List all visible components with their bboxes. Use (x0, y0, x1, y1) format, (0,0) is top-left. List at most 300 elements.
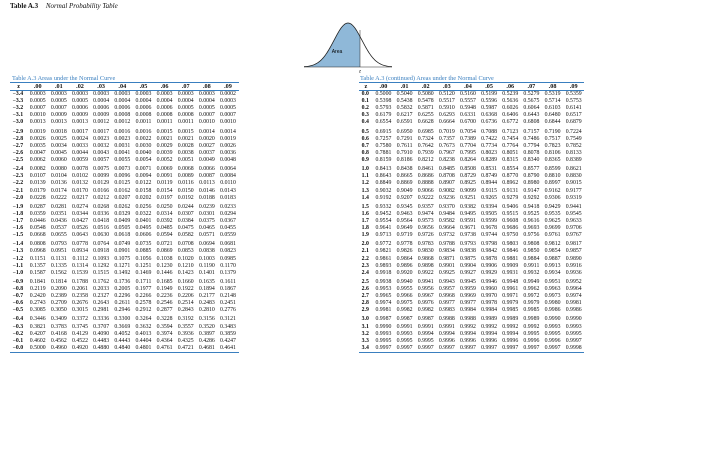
probability-cell: 0.9664 (438, 225, 455, 232)
z-value: 2.9 (361, 307, 369, 314)
probability-cell: 0.6844 (544, 119, 561, 126)
table-row (359, 173, 584, 180)
probability-cell: 0.5517 (438, 98, 455, 105)
probability-cell: 0.0409 (114, 217, 131, 224)
z-value: −0.0 (10, 345, 27, 353)
probability-cell: 0.0007 (198, 112, 215, 119)
probability-cell: 0.0015 (177, 128, 194, 135)
probability-cell: 0.0012 (114, 119, 131, 126)
probability-cell: 0.0005 (220, 105, 236, 112)
probability-cell: 0.0009 (93, 112, 110, 119)
table-row (10, 143, 239, 150)
probability-cell: 0.4602 (29, 337, 46, 344)
table-row (359, 119, 584, 126)
probability-cell: 0.9984 (481, 307, 498, 314)
probability-cell: 0.9857 (565, 248, 582, 255)
probability-cell: 0.5675 (523, 98, 540, 105)
probability-cell: 0.5199 (481, 91, 498, 98)
probability-cell: 0.2578 (135, 300, 152, 307)
z-value: −2.0 (12, 194, 24, 201)
probability-cell: 0.0244 (177, 203, 194, 210)
probability-cell: 0.9441 (565, 203, 582, 210)
probability-cell: 0.0021 (177, 135, 194, 142)
probability-cell: 0.0125 (114, 180, 131, 187)
table-row (359, 307, 584, 314)
z-value: 0.8 (361, 149, 369, 156)
probability-cell: 0.9599 (481, 217, 498, 224)
probability-cell: 0.9861 (375, 255, 392, 262)
probability-cell: 0.0068 (177, 166, 194, 173)
probability-cell: 0.5793 (375, 105, 392, 112)
probability-cell: 0.2206 (177, 293, 194, 300)
probability-cell: 0.2643 (93, 300, 110, 307)
probability-cell: 0.0013 (72, 119, 88, 126)
probability-cell: 0.9633 (565, 217, 582, 224)
table-row (359, 195, 584, 202)
probability-cell: 0.0004 (198, 98, 215, 105)
probability-cell: 0.0217 (72, 194, 88, 201)
probability-cell: 0.2005 (114, 286, 131, 292)
probability-cell: 0.9922 (417, 269, 434, 276)
probability-cell: 0.4681 (196, 345, 217, 353)
probability-cell: 0.0016 (114, 128, 131, 135)
probability-cell: 0.9951 (544, 278, 561, 285)
probability-cell: 0.1292 (93, 262, 110, 269)
probability-cell: 0.9066 (417, 187, 434, 194)
probability-cell: 0.5120 (438, 91, 455, 98)
probability-cell: 0.9995 (396, 337, 413, 344)
probability-cell: 0.0052 (156, 157, 173, 164)
column-header: .08 (196, 83, 217, 91)
probability-cell: 0.9987 (375, 316, 392, 323)
probability-cell: 0.9989 (502, 316, 519, 323)
probability-cell: 0.3264 (135, 316, 152, 323)
probability-cell: 0.0436 (50, 217, 67, 224)
probability-cell: 0.1210 (177, 262, 194, 269)
z-value: −0.1 (12, 337, 24, 344)
probability-cell: 0.2090 (50, 286, 67, 292)
z-value: −2.1 (12, 187, 24, 194)
probability-cell: 0.9986 (565, 307, 582, 314)
table-row (359, 300, 584, 307)
probability-cell: 0.1151 (29, 255, 46, 262)
probability-cell: 0.9911 (523, 262, 540, 269)
probability-cell: 0.0139 (29, 180, 46, 187)
z-value: 1.1 (361, 173, 369, 180)
probability-cell: 0.6293 (438, 112, 455, 119)
probability-cell: 0.7088 (481, 128, 498, 135)
probability-cell: 0.6141 (565, 105, 582, 112)
probability-cell: 0.0094 (135, 173, 152, 180)
probability-cell: 0.0985 (220, 255, 236, 262)
probability-cell: 0.0329 (114, 210, 131, 217)
probability-cell: 0.0228 (29, 194, 46, 201)
probability-cell: 0.5753 (565, 98, 582, 105)
probability-cell: 0.1611 (220, 278, 236, 285)
probability-cell: 0.0004 (177, 98, 194, 105)
probability-cell: 0.0069 (156, 166, 173, 173)
table-row (359, 202, 584, 211)
probability-cell: 0.9997 (436, 345, 457, 353)
probability-cell: 0.0239 (198, 203, 215, 210)
probability-cell: 0.0006 (114, 105, 131, 112)
probability-cell: 0.9955 (396, 286, 413, 292)
probability-cell: 0.9981 (375, 307, 392, 314)
probability-cell: 0.0015 (156, 128, 173, 135)
probability-cell: 0.1112 (72, 255, 88, 262)
probability-cell: 0.0026 (220, 142, 236, 149)
probability-cell: 0.0455 (220, 225, 236, 232)
z-value: 1.0 (361, 166, 369, 173)
probability-cell: 0.5987 (481, 105, 498, 112)
probability-cell: 0.2266 (135, 293, 152, 300)
column-header: .06 (154, 83, 175, 91)
table-row (359, 286, 584, 293)
probability-cell: 0.9987 (396, 316, 413, 323)
probability-cell: 0.0110 (220, 180, 236, 187)
probability-cell: 0.6443 (523, 112, 540, 119)
probability-cell: 0.0035 (29, 142, 46, 149)
right-normal-table (359, 82, 584, 353)
probability-cell: 0.2061 (72, 286, 88, 292)
probability-cell: 0.5714 (544, 98, 561, 105)
z-column-header: z (10, 83, 27, 91)
probability-cell: 0.7454 (502, 135, 519, 142)
probability-cell: 0.0028 (177, 142, 194, 149)
probability-cell: 0.9207 (396, 194, 413, 201)
probability-cell: 0.6736 (481, 119, 498, 126)
probability-cell: 0.0749 (114, 241, 131, 248)
probability-cell: 0.8869 (396, 180, 413, 187)
probability-cell: 0.9946 (481, 278, 498, 285)
table-row (10, 98, 239, 105)
probability-cell: 0.0475 (177, 225, 194, 232)
z-value: −1.0 (12, 269, 24, 276)
probability-cell: 0.2611 (114, 300, 131, 307)
probability-cell: 0.9959 (460, 286, 476, 292)
probability-cell: 0.2296 (114, 293, 131, 300)
table-row (359, 232, 584, 239)
probability-cell: 0.1093 (93, 255, 110, 262)
probability-cell: 0.0764 (93, 241, 110, 248)
probability-cell: 0.9995 (375, 337, 392, 344)
probability-cell: 0.0188 (198, 194, 215, 201)
probability-cell: 0.2776 (220, 307, 236, 314)
probability-cell: 0.9382 (460, 203, 476, 210)
probability-cell: 0.0287 (29, 203, 46, 210)
probability-cell: 0.9916 (565, 262, 582, 269)
probability-cell: 0.0010 (220, 119, 236, 126)
probability-cell: 0.9996 (544, 337, 561, 344)
probability-cell: 0.8159 (375, 157, 392, 164)
table-row (10, 307, 239, 314)
probability-cell: 0.0571 (198, 232, 215, 239)
probability-cell: 0.5279 (523, 91, 540, 98)
z-value: 0.7 (361, 142, 369, 149)
column-header: .02 (69, 83, 90, 91)
probability-cell: 0.3669 (114, 323, 131, 330)
z-value: 0.0 (361, 91, 369, 98)
table-row (10, 248, 239, 255)
probability-cell: 0.3121 (220, 316, 236, 323)
probability-cell: 0.0918 (93, 248, 110, 255)
probability-cell: 0.7486 (523, 135, 540, 142)
probability-cell: 0.4761 (154, 345, 175, 353)
z-value: 1.8 (361, 225, 369, 232)
probability-cell: 0.0007 (29, 105, 46, 112)
probability-cell: 0.9977 (460, 300, 476, 307)
probability-cell: 0.0823 (220, 248, 236, 255)
probability-cell: 0.0004 (135, 98, 152, 105)
probability-cell: 0.0207 (114, 194, 131, 201)
probability-cell: 0.0005 (72, 98, 88, 105)
probability-cell: 0.0020 (198, 135, 215, 142)
probability-cell: 0.4247 (220, 337, 236, 344)
table-row (359, 91, 584, 99)
z-value: −2.2 (12, 180, 24, 187)
probability-cell: 0.3707 (93, 323, 110, 330)
probability-cell: 0.9901 (438, 262, 455, 269)
probability-cell: 0.1562 (50, 269, 67, 276)
probability-cell: 0.9099 (460, 187, 476, 194)
table-row (10, 314, 239, 323)
probability-cell: 0.9793 (460, 241, 476, 248)
probability-cell: 0.1977 (135, 286, 152, 292)
probability-cell: 0.0049 (198, 157, 215, 164)
probability-cell: 0.9394 (481, 203, 498, 210)
probability-cell: 0.7734 (481, 142, 498, 149)
z-value: 0.4 (361, 119, 369, 126)
probability-cell: 0.0008 (135, 112, 152, 119)
probability-cell: 0.9474 (417, 210, 434, 217)
probability-cell: 0.4880 (91, 345, 112, 353)
z-value: −0.3 (12, 323, 24, 330)
probability-cell: 0.0055 (114, 157, 131, 164)
z-value: 0.5 (361, 128, 369, 135)
probability-cell: 0.9838 (460, 248, 476, 255)
probability-cell: 0.3446 (29, 316, 46, 323)
table-row (10, 293, 239, 300)
probability-cell: 0.3821 (29, 323, 46, 330)
probability-cell: 0.9992 (523, 323, 540, 330)
probability-cell: 0.4286 (198, 337, 215, 344)
probability-cell: 0.6179 (375, 112, 392, 119)
probability-cell: 0.1251 (135, 262, 152, 269)
probability-cell: 0.7549 (565, 135, 582, 142)
probability-cell: 0.9994 (417, 330, 434, 337)
probability-cell: 0.3228 (156, 316, 173, 323)
probability-cell: 0.2709 (50, 300, 67, 307)
right-table-header (359, 83, 584, 91)
probability-cell: 0.6985 (417, 128, 434, 135)
probability-cell: 0.9991 (396, 323, 413, 330)
z-value: 3.3 (361, 337, 369, 344)
probability-cell: 0.9998 (563, 345, 584, 353)
probability-cell: 0.0170 (72, 187, 88, 194)
probability-cell: 0.0045 (50, 149, 67, 156)
probability-cell: 0.1190 (199, 262, 215, 269)
probability-cell: 0.1357 (29, 262, 46, 269)
z-value: −3.4 (12, 91, 24, 98)
probability-cell: 0.0080 (50, 166, 67, 173)
probability-cell: 0.9834 (438, 248, 455, 255)
probability-cell: 0.2148 (220, 293, 236, 300)
probability-cell: 0.5438 (396, 98, 413, 105)
probability-cell: 0.0495 (135, 225, 152, 232)
table-row (359, 314, 584, 323)
probability-cell: 0.3859 (220, 330, 236, 337)
probability-cell: 0.9761 (544, 232, 561, 239)
probability-cell: 0.0606 (135, 232, 152, 239)
probability-cell: 0.8133 (565, 149, 582, 156)
table-row (359, 143, 584, 150)
probability-cell: 0.0003 (50, 91, 67, 98)
table-row (359, 127, 584, 136)
probability-cell: 0.8962 (502, 180, 519, 187)
probability-cell: 0.0951 (50, 248, 67, 255)
probability-cell: 0.8599 (544, 166, 561, 173)
probability-cell: 0.8389 (565, 157, 582, 164)
right-table-caption: Table A.3 (continued) Areas under the Normal Curve (360, 75, 494, 82)
probability-cell: 0.0003 (135, 91, 152, 98)
probability-cell: 0.6664 (438, 119, 455, 126)
z-value: 0.6 (361, 135, 369, 142)
column-header: .09 (563, 83, 584, 91)
probability-cell: 0.0122 (135, 180, 152, 187)
probability-cell: 0.0307 (177, 210, 194, 217)
probability-cell: 0.0107 (29, 173, 46, 180)
probability-cell: 0.0681 (220, 241, 236, 248)
probability-cell: 0.0582 (177, 232, 194, 239)
probability-cell: 0.9732 (438, 232, 455, 239)
right-table-body (359, 91, 584, 353)
probability-cell: 0.6879 (565, 119, 582, 126)
probability-cell: 0.9850 (523, 248, 540, 255)
z-value: 2.8 (361, 300, 369, 307)
probability-cell: 0.0057 (93, 157, 110, 164)
table-row (10, 324, 239, 331)
probability-cell: 0.1949 (156, 286, 173, 292)
probability-cell: 0.9884 (523, 255, 540, 262)
z-value: 2.6 (361, 286, 369, 292)
probability-cell: 0.8997 (544, 180, 561, 187)
column-header: .04 (457, 83, 478, 91)
probability-cell: 0.0268 (93, 203, 110, 210)
probability-cell: 0.9990 (544, 316, 561, 323)
probability-cell: 0.9913 (544, 262, 561, 269)
z-value: 1.9 (361, 232, 369, 239)
probability-cell: 0.9993 (565, 323, 582, 330)
probability-cell: 0.0043 (93, 149, 110, 156)
probability-cell: 0.9898 (417, 262, 434, 269)
probability-cell: 0.9961 (502, 286, 519, 292)
probability-cell: 0.1788 (72, 278, 88, 285)
probability-cell: 0.9864 (396, 255, 413, 262)
probability-cell: 0.0003 (114, 91, 131, 98)
probability-cell: 0.8770 (502, 173, 519, 180)
probability-cell: 0.0618 (114, 232, 131, 239)
probability-cell: 0.5398 (375, 98, 392, 105)
probability-cell: 0.0034 (50, 142, 67, 149)
left-table-header (10, 83, 239, 91)
probability-cell: 0.1587 (29, 269, 46, 276)
probability-cell: 0.8665 (396, 173, 413, 180)
probability-cell: 0.9788 (438, 241, 455, 248)
probability-cell: 0.0099 (93, 173, 110, 180)
probability-cell: 0.9871 (438, 255, 455, 262)
probability-cell: 0.7422 (481, 135, 498, 142)
column-header: .06 (500, 83, 521, 91)
probability-cell: 0.8554 (502, 166, 519, 173)
probability-cell: 0.9995 (565, 330, 582, 337)
probability-cell: 0.4090 (93, 330, 110, 337)
probability-cell: 0.7357 (438, 135, 455, 142)
z-value: −0.9 (12, 278, 24, 285)
probability-cell: 0.9808 (523, 241, 540, 248)
z-value: −1.3 (12, 248, 24, 255)
probability-cell: 0.9931 (502, 269, 519, 276)
probability-cell: 0.3085 (29, 307, 46, 314)
probability-cell: 0.0129 (93, 180, 110, 187)
probability-cell: 0.5040 (396, 91, 413, 98)
probability-cell: 0.0367 (220, 217, 236, 224)
probability-cell: 0.9982 (417, 307, 434, 314)
probability-cell: 0.7939 (417, 149, 434, 156)
probability-cell: 0.9887 (544, 255, 561, 262)
probability-cell: 0.9994 (438, 330, 455, 337)
probability-cell: 0.0427 (72, 217, 88, 224)
probability-cell: 0.0005 (29, 98, 46, 105)
probability-cell: 0.3745 (72, 323, 88, 330)
z-axis-label: z (359, 69, 361, 73)
probability-cell: 0.0934 (72, 248, 88, 255)
probability-cell: 0.0038 (177, 149, 194, 156)
probability-cell: 0.9979 (502, 300, 519, 307)
probability-cell: 0.0054 (135, 157, 152, 164)
probability-cell: 0.9896 (396, 262, 413, 269)
probability-cell: 0.0021 (156, 135, 173, 142)
probability-cell: 0.3156 (198, 316, 215, 323)
probability-cell: 0.0096 (114, 173, 131, 180)
probability-cell: 0.0051 (177, 157, 194, 164)
probability-cell: 0.9345 (396, 203, 413, 210)
z-value: −0.4 (12, 316, 24, 323)
probability-cell: 0.0885 (135, 248, 152, 255)
probability-cell: 0.9192 (375, 194, 392, 201)
probability-cell: 0.8289 (481, 157, 498, 164)
table-row (359, 157, 584, 164)
probability-cell: 0.0119 (156, 180, 173, 187)
probability-cell: 0.9972 (523, 293, 540, 300)
probability-cell: 0.9989 (481, 316, 498, 323)
probability-cell: 0.0030 (135, 142, 152, 149)
probability-cell: 0.0668 (29, 232, 46, 239)
probability-cell: 0.9821 (375, 248, 392, 255)
probability-cell: 0.5319 (544, 91, 561, 98)
probability-cell: 0.9932 (523, 269, 540, 276)
probability-cell: 0.0192 (177, 194, 194, 201)
probability-cell: 0.3632 (135, 323, 152, 330)
z-value: 0.9 (361, 157, 369, 164)
table-row (10, 164, 239, 173)
probability-cell: 0.2483 (198, 300, 215, 307)
probability-cell: 0.7291 (396, 135, 413, 142)
probability-cell: 0.5832 (396, 105, 413, 112)
probability-cell: 0.9406 (502, 203, 519, 210)
probability-cell: 0.6368 (481, 112, 498, 119)
probability-cell: 0.9699 (544, 225, 561, 232)
probability-cell: 0.8849 (375, 180, 392, 187)
